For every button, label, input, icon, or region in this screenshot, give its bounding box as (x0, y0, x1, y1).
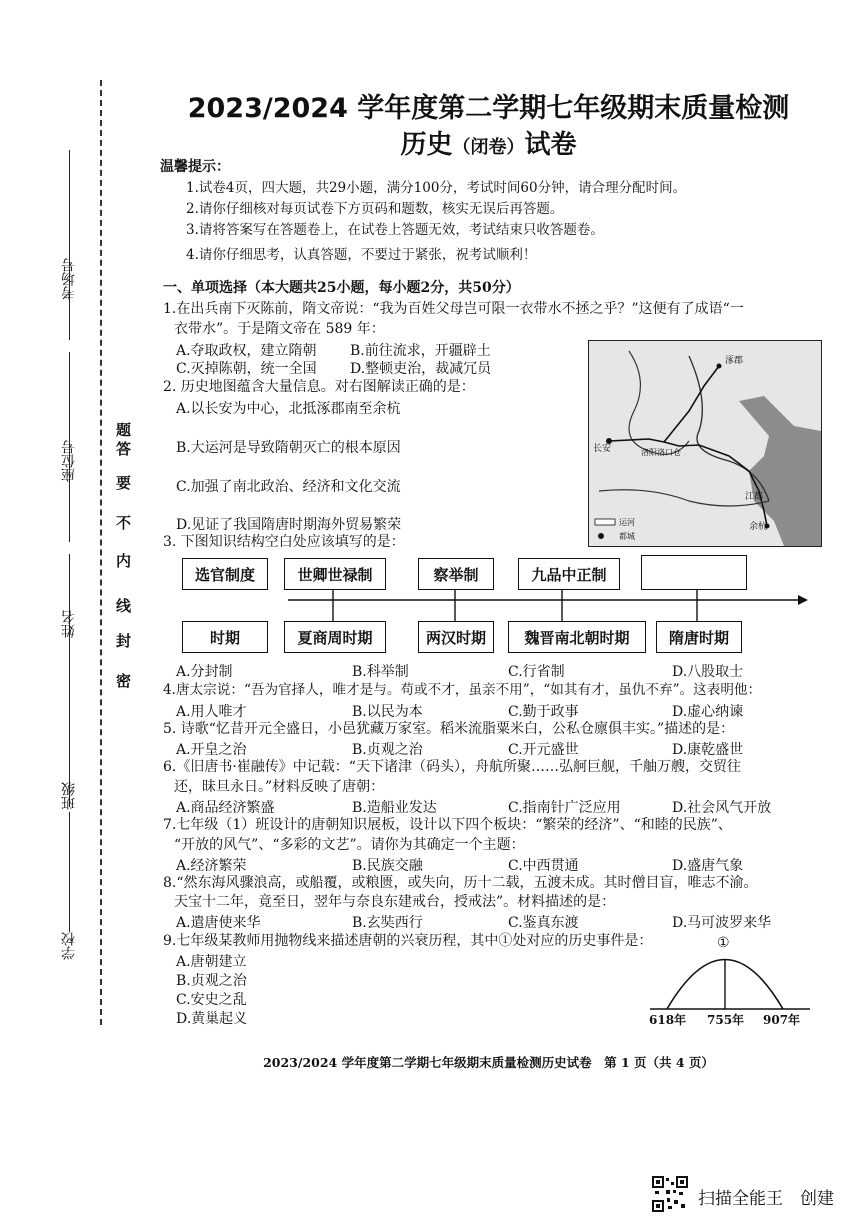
q5-option-c: C.开元盛世 (508, 742, 579, 758)
map-label-changan: 长安 (593, 444, 612, 454)
structure-blank-box (641, 555, 747, 590)
tips-heading: 温馨提示： (160, 159, 230, 175)
exam-room-label: 考场号 (61, 258, 77, 300)
q5-stem: 5. 诗歌“忆昔开元全盛日，小邑犹藏万家室。稻米流脂粟米白，公私仓廪俱丰实。”描述的是： (163, 721, 735, 737)
school-underline (69, 812, 70, 932)
map-label-luokou: 洛阳洛口仓 (641, 448, 681, 457)
q4-stem: 4.唐太宗说：“吾为官择人，唯才是与。苟或不才，虽亲不用”，“如其有才，虽仇不弃”。这表明他： (163, 682, 762, 698)
q1-option-d: D.整顿吏治，裁减冗员 (350, 361, 492, 377)
tip-item: 3.请将答案写在答题卷上，在试卷上答题无效，考试结束只收答题卷。 (186, 222, 604, 238)
q2-option-a: A.以长安为中心，北抵涿郡南至余杭 (176, 401, 401, 417)
q1-option-b: B.前往流求，开疆辟土 (350, 343, 491, 359)
q3-stem: 3. 下图知识结构空白处应该填写的是： (163, 534, 405, 550)
map-label-jiangdu: 江都 (745, 492, 764, 502)
q8-stem-line2: 天宝十二年，竟至日，翌年与奈良东建戒台，授戒法”。材料描述的是： (174, 894, 616, 910)
q6-option-a: A.商品经济繁盛 (176, 800, 275, 816)
q1-option-a: A.夺取政权，建立隋朝 (176, 343, 317, 359)
q7-option-d: D.盛唐气象 (672, 858, 744, 874)
q8-option-a: A.遣唐使来华 (176, 915, 261, 931)
structure-top-box: 选官制度 (182, 558, 268, 590)
structure-bottom-box: 隋唐时期 (656, 621, 742, 653)
seal-char: 密 (116, 672, 132, 690)
exam-room-underline (69, 150, 70, 340)
parabola-year-label: 755年 (707, 1013, 745, 1027)
tip-item: 1.试卷4页，四大题，共29小题，满分100分，考试时间60分钟，请合理分配时间。 (186, 180, 687, 196)
tip-item: 4.请你仔细思考，认真答题，不要过于紧张，祝考试顺利！ (186, 247, 537, 263)
map-legend-canal: 运河 (619, 518, 635, 527)
seal-char: 要 (116, 474, 132, 492)
grand-canal-map (588, 340, 822, 547)
page-footer: 2023/2024 学年度第二学期七年级期末质量检测历史试卷 第 1 页（共 4 页） (263, 1055, 714, 1070)
q1-option-c: C.灭掉陈朝，统一全国 (176, 361, 317, 377)
scanner-watermark: 扫描全能王 创建 (698, 1189, 834, 1209)
q2-option-c: C.加强了南北政治、经济和文化交流 (176, 479, 401, 495)
q6-stem-line1: 6.《旧唐书·崔融传》中记载：“天下诸津（码头），舟航所聚……弘舸巨舰，千舳万艘，交贸往 (163, 759, 741, 775)
exam-title: 2023/2024 学年度第二学期七年级期末质量检测 (187, 93, 790, 124)
seat-label: 座位号 (61, 440, 77, 482)
structure-bottom-box: 夏商周时期 (284, 621, 386, 653)
q6-stem-line2: 还，昧旦永日。”材料反映了唐朝： (174, 779, 385, 795)
q7-option-b: B.民族交融 (352, 858, 423, 874)
knowledge-structure-diagram (178, 555, 808, 655)
q2-option-d: D.见证了我国隋唐时期海外贸易繁荣 (176, 517, 402, 533)
q8-stem-line1: 8.“然东海风骤浪高，或船覆，或粮匮，或失向，历十二载，五渡未成。其时僧目盲，唯志不渝。 (163, 875, 758, 891)
exam-subtitle (0, 124, 867, 161)
name-label: 姓名 (61, 610, 77, 638)
structure-bottom-box: 时期 (182, 621, 268, 653)
zhuojun-dot (717, 364, 722, 369)
closed-book-note: （闭卷） (452, 137, 525, 158)
seal-char: 线 (116, 597, 132, 615)
q8-option-b: B.玄奘西行 (352, 915, 423, 931)
q9-option-c: C.安史之乱 (176, 992, 247, 1008)
seal-char: 不 (116, 514, 132, 532)
q2-stem: 2. 历史地图蕴含大量信息。对右图解读正确的是： (163, 379, 475, 395)
student-info-column (42, 92, 102, 1037)
map-legend-capital: 都城 (619, 532, 635, 541)
tip-item: 2.请你仔细核对每页试卷下方页码和题数，核实无误后再答题。 (186, 201, 564, 217)
q1-stem-line1: 1.在出兵南下灭陈前，隋文帝说：“我为百姓父母岂可限一衣带水不拯之乎？”这便有了成语“一 (163, 301, 744, 317)
seal-char: 封 (116, 632, 132, 650)
q8-option-c: C.鉴真东渡 (508, 915, 579, 931)
map-label-yuhang: 余杭 (749, 522, 768, 532)
q5-option-b: B.贞观之治 (352, 742, 423, 758)
q7-stem-line1: 7.七年级（1）班设计的唐朝知识展板，设计以下四个板块：“繁荣的经济”、“和睦的民族”、 (163, 817, 732, 833)
q8-option-d: D.马可波罗来华 (672, 915, 772, 931)
q5-option-a: A.开皇之治 (176, 742, 247, 758)
structure-bottom-box: 魏晋南北朝时期 (508, 621, 646, 653)
map-graphic (589, 341, 821, 546)
q6-option-b: B.造船业发达 (352, 800, 437, 816)
q2-option-b: B.大运河是导致隋朝灭亡的根本原因 (176, 440, 401, 456)
seal-char: 内 (116, 552, 132, 570)
q5-option-d: D.康乾盛世 (672, 742, 744, 758)
qr-code-icon (652, 1176, 688, 1212)
q4-option-d: D.虚心纳谏 (672, 704, 744, 720)
parabola-year-label: 618年 (649, 1013, 687, 1027)
tang-rise-fall-parabola (645, 935, 815, 1030)
q6-option-c: C.指南针广泛应用 (508, 800, 621, 816)
q7-option-c: C.中西贯通 (508, 858, 579, 874)
paper-label: 试卷 (524, 130, 577, 160)
section-heading: 一、单项选择（本大题共25小题，每小题2分，共50分） (163, 280, 520, 296)
q3-option-a: A.分封制 (176, 664, 233, 680)
seal-char: 题 (116, 421, 132, 439)
q3-option-b: B.科举制 (352, 664, 409, 680)
q3-option-c: C.行省制 (508, 664, 565, 680)
parabola-peak-marker: ① (717, 935, 730, 951)
q4-option-b: B.以民为本 (352, 704, 423, 720)
q1-stem-line2: 衣带水”。于是隋文帝在 589 年： (174, 321, 385, 337)
map-label-zhuojun: 涿郡 (725, 356, 744, 366)
q9-stem: 9.七年级某教师用抛物线来描述唐朝的兴衰历程，其中①处对应的历史事件是： (163, 933, 653, 949)
parabola-year-label: 907年 (763, 1013, 801, 1027)
q4-option-c: C.勤于政事 (508, 704, 579, 720)
q9-option-d: D.黄巢起义 (176, 1011, 248, 1027)
structure-top-box: 察举制 (418, 558, 494, 590)
structure-bottom-box: 两汉时期 (418, 621, 494, 653)
q4-option-a: A.用人唯才 (176, 704, 247, 720)
subject-label: 历史 (400, 130, 453, 160)
structure-top-box: 九品中正制 (518, 558, 620, 590)
q9-option-a: A.唐朝建立 (176, 954, 247, 970)
q7-stem-line2: “开放的风气”、“多彩的文艺”。请你为其确定一个主题： (174, 837, 525, 853)
class-label: 班级 (61, 782, 77, 810)
seal-char: 答 (116, 440, 132, 458)
q9-option-b: B.贞观之治 (176, 973, 247, 989)
structure-top-box: 世卿世禄制 (284, 558, 386, 590)
q7-option-a: A.经济繁荣 (176, 858, 247, 874)
school-label: 学校 (61, 932, 77, 960)
q3-option-d: D.八股取士 (672, 664, 744, 680)
q6-option-d: D.社会风气开放 (672, 800, 772, 816)
